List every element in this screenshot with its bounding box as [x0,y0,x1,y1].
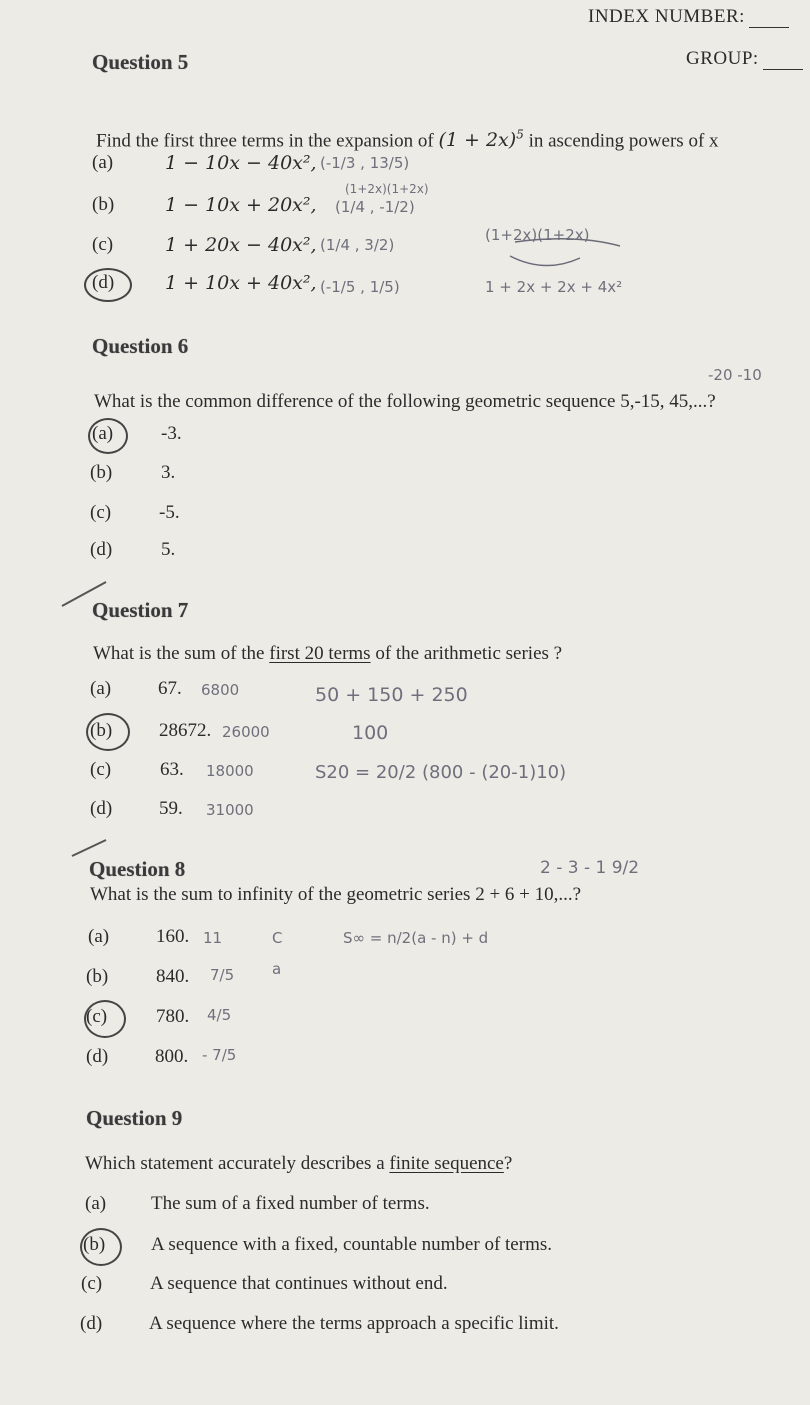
q7-option-d-value: 59. [159,798,183,819]
q5-option-a-note: (-1/3 , 13/5) [320,154,410,172]
q7-option-b-letter[interactable]: (b) [90,720,113,741]
q8-scribble-1: 2 - 3 - 1 9/2 [540,858,640,878]
q9-option-c-value: A sequence that continues without end. [150,1273,448,1294]
q6-scribble: -20 -10 [708,366,762,384]
q9-option-d-letter[interactable]: (d) [80,1313,103,1334]
q8-option-c-letter[interactable]: (c) [86,1006,108,1027]
q6-option-c-value: -5. [159,502,180,523]
question-5-text: Find the first three terms in the expansion of $(1 + 2x)^5$ in ascending powers of x [96,128,719,152]
q5-option-a-letter[interactable]: (a) [92,152,114,173]
q6-option-d-letter[interactable]: (d) [90,539,113,560]
q6-option-c-letter[interactable]: (c) [90,502,112,523]
q7-option-a-value: 67. [158,678,182,699]
q6-option-d-value: 5. [161,539,176,560]
q8-option-a-letter[interactable]: (a) [88,926,110,947]
q9-option-a-value: The sum of a fixed number of terms. [151,1193,430,1214]
q5-option-a-value: 1 − 10x − 40x², [165,152,317,174]
q7-scribble-3: S20 = 20/2 (800 - (20-1)10) [315,762,567,783]
q7-option-c-letter[interactable]: (c) [90,759,112,780]
q5-option-d-value: 1 + 10x + 40x², [165,272,317,294]
q8-option-a-value: 160. [156,926,190,947]
q5-option-b-letter[interactable]: (b) [92,194,115,215]
q7-option-d-letter[interactable]: (d) [90,798,113,819]
q8-option-b-letter[interactable]: (b) [86,966,109,987]
q8-option-d-letter[interactable]: (d) [86,1046,109,1067]
question-6-text: What is the common difference of the following geometric sequence 5,-15, 45,...? [94,391,716,412]
q7-scribble-1: 50 + 150 + 250 [315,684,468,706]
q9-option-d-value: A sequence where the terms approach a specific limit. [149,1313,559,1334]
q5-scribble-3: 1 + 2x + 2x + 4x² [485,278,623,296]
question-6-title: Question 6 [92,334,189,358]
q7-scribble-2: 100 [352,722,389,744]
q9-option-a-letter[interactable]: (a) [85,1193,107,1214]
question-8-title: Question 8 [89,857,186,881]
q9-option-b-value: A sequence with a fixed, countable number of terms. [151,1234,552,1255]
q5-option-d-letter[interactable]: (d) [92,272,115,293]
q6-option-a-letter[interactable]: (a) [92,423,114,444]
q8-option-a-note: 11 [203,929,223,947]
question-7-text: What is the sum of the first 20 terms of the arithmetic series ? [93,643,563,664]
q6-option-b-letter[interactable]: (b) [90,462,113,483]
q5-option-d-note: (-1/5 , 1/5) [320,278,400,296]
group-blank[interactable] [763,68,803,70]
group-label: GROUP: [686,48,803,70]
q5-option-c-note: (1/4 , 3/2) [320,236,395,254]
q7-option-a-note: 6800 [201,681,240,699]
question-5-title: Question 5 [92,50,189,74]
q5-option-b-value: 1 − 10x + 20x², [165,194,317,216]
q5-option-c-value: 1 + 20x − 40x², [165,234,317,256]
q7-option-c-note: 18000 [206,762,254,780]
question-8-text: What is the sum to infinity of the geometric series 2 + 6 + 10,...? [90,884,582,905]
index-number-blank[interactable] [749,26,789,28]
q8-option-c-note: 4/5 [207,1006,232,1024]
q7-option-d-note: 31000 [206,801,254,819]
q5-scribble-1: (1+2x)(1+2x) [345,182,429,196]
q6-option-a-value: -3. [161,423,182,444]
q8-pen-mark [70,836,110,858]
q6-option-b-value: 3. [161,462,176,483]
q8-option-c-value: 780. [156,1006,190,1027]
q5-option-c-letter[interactable]: (c) [92,234,114,255]
q5-option-b-note: (1/4 , -1/2) [335,198,415,216]
question-9-title: Question 9 [86,1106,183,1130]
q7-option-b-value: 28672. [159,720,212,741]
q8-option-d-note: - 7/5 [202,1046,237,1064]
q8-scribble-4: a [272,960,282,978]
q7-option-a-letter[interactable]: (a) [90,678,112,699]
index-number-label: INDEX NUMBER: [588,6,789,28]
q8-scribble-2: S∞ = n/2(a - n) + d [343,929,489,947]
q5-scribble-2: (1+2x)(1+2x) [485,226,590,244]
q8-option-d-value: 800. [155,1046,189,1067]
q9-option-b-letter[interactable]: (b) [83,1234,106,1255]
q8-scribble-3: C [272,929,283,947]
question-7-title: Question 7 [92,598,189,622]
q5-scribble-brace [505,236,625,270]
q7-option-b-note: 26000 [222,723,270,741]
question-9-text: Which statement accurately describes a finite sequence? [85,1153,513,1174]
q8-option-b-note: 7/5 [210,966,235,984]
q8-option-b-value: 840. [156,966,190,987]
q9-option-c-letter[interactable]: (c) [81,1273,103,1294]
q7-option-c-value: 63. [160,759,184,780]
